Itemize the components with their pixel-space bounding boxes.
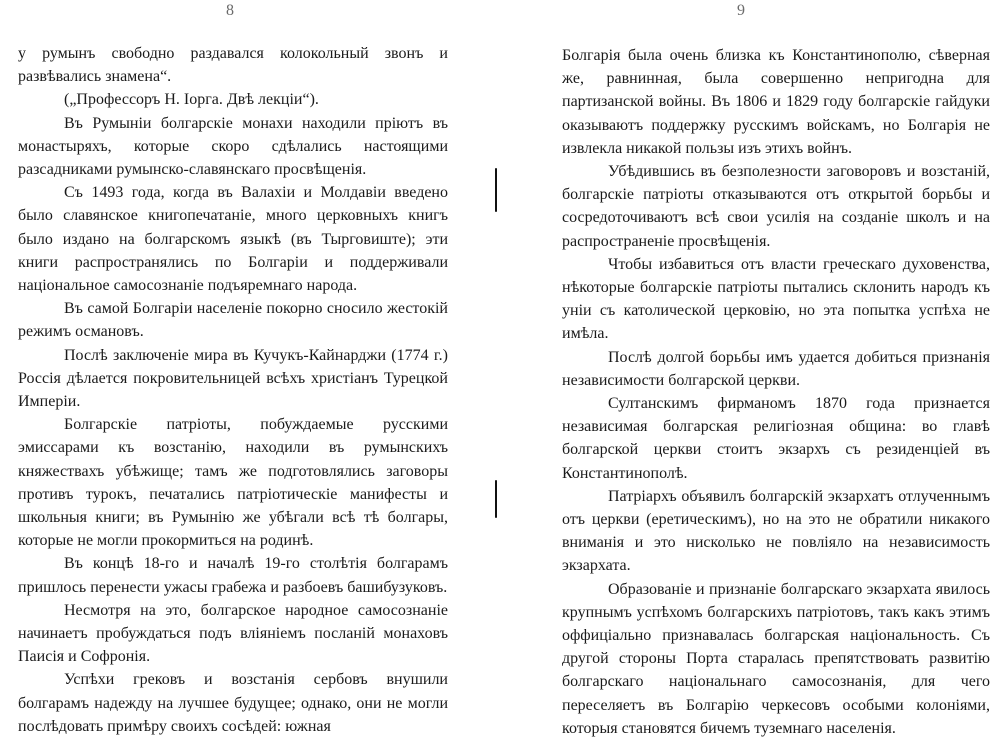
paragraph: у румынъ свободно раздавался колокольный звонъ и развѣвались знамена“. xyxy=(18,45,448,86)
paragraph: Послѣ заключеніе мира въ Кучукъ-Кайнарджи (1774 г.) Россія дѣлается покровительницей всѣхъ христіанъ Турецкой Имперіи. xyxy=(18,346,448,411)
paragraph: Послѣ долгой борьбы имъ удается добиться признанія независимости болгарской церкви. xyxy=(562,348,990,389)
paragraph: Съ 1493 года, когда въ Валахіи и Молдавіи введено было славянское книгопечатаніе, много церковныхъ книгъ было издано на болгарскомъ языкѣ (въ Тырговиште); эти книги распространялись по Болгаріи и поддерживали національное самосознаніе подъяремнаго народа. xyxy=(18,184,448,295)
right-page-text xyxy=(562,44,990,740)
paragraph: Несмотря на это, болгарское народное самосознаніе начинаетъ пробуждаться подъ вліяніемъ посланій монаховъ Паисія и Софронія. xyxy=(18,601,448,666)
paragraph: Въ самой Болгаріи населеніе покорно сносило жестокій режимъ османовъ. xyxy=(18,300,448,341)
paragraph: Патріархъ объявилъ болгарскій экзархатъ отлученнымъ отъ церкви (еретическимъ), но на это не обратили никакого вниманія и это нисколько не повліяло на независимость экзархата. xyxy=(562,487,990,575)
paragraph: Убѣдившись въ безполезности заговоровъ и возстаній, болгарскіе патріоты отказываются отъ открытой борьбы и сосредоточиваютъ всѣ свои усилія на созданіе школъ и на распространеніе просвѣщенія. xyxy=(562,163,990,250)
left-page-text xyxy=(18,42,448,738)
gutter-binding-mark xyxy=(495,480,497,518)
paragraph: Въ Румыніи болгарскіе монахи находили пріютъ въ монастыряхъ, которые скоро сдѣлались настоящими разсадниками румынско-славянскаго просвѣщенія. xyxy=(18,114,448,179)
page-number-left: 8 xyxy=(226,2,235,19)
paragraph: Чтобы избавиться отъ власти греческаго духовенства, нѣкоторые болгарскіе патріоты пытались склонить народъ къ уніи съ католической церковію, но эта попытка успѣха не имѣла. xyxy=(562,255,990,343)
gutter-binding-mark xyxy=(495,168,497,212)
page-number-right: 9 xyxy=(737,2,746,19)
paragraph: Болгарія была очень близка къ Константинополю, сѣверная же, равнинная, была совершенно непригодна для партизанской войны. Въ 1806 и 1829 году болгарскіе гайдуки оказываютъ поддержку русскимъ войскамъ, но Болгарія не извлекла никакой пользы изъ этихъ войнъ. xyxy=(562,47,990,157)
right-page xyxy=(500,0,1000,741)
paragraph: („Профессоръ Н. Іорга. Двѣ лекціи“). xyxy=(64,91,319,109)
paragraph: Успѣхи грековъ и возстанія сербовъ внушили болгарамъ надежду на лучшее будущее; однако, они не могли послѣдовать примѣру своихъ сосѣдей: южная xyxy=(18,671,448,735)
paragraph: Образованіе и признаніе болгарскаго экзархата явилось крупнымъ успѣхомъ болгарскихъ патріотовъ, такъ какъ этимъ оффиціально признавалась болгарская національность. Съ другой стороны Порта старалась препятствовать развитію болгарскаго національнаго самосознанія, для чего переселяетъ въ Болгарію черкесовъ особыми колоніями, которыя становятся бичемъ туземнаго населенія. xyxy=(562,580,990,737)
paragraph: Въ концѣ 18-го и началѣ 19-го столѣтія болгарамъ пришлось перенести ужасы грабежа и разбоевъ башибузуковъ. xyxy=(18,555,448,596)
paragraph: Султанскимъ фирманомъ 1870 года признается независимая болгарская религіозная община: во главѣ болгарской церкви стоитъ экзархъ съ резиденціей въ Константинополѣ. xyxy=(562,395,990,482)
paragraph: Болгарскіе патріоты, побуждаемые русскими эмиссарами къ возстанію, находили въ румынскихъ княжествахъ убѣжище; тамъ же подготовлялись заговоры противъ турокъ, печатались патріотическіе манифесты и школьныя книги; въ Румынію же убѣгали всѣ тѣ болгары, которые не могли прокормиться на родинѣ. xyxy=(18,416,448,550)
